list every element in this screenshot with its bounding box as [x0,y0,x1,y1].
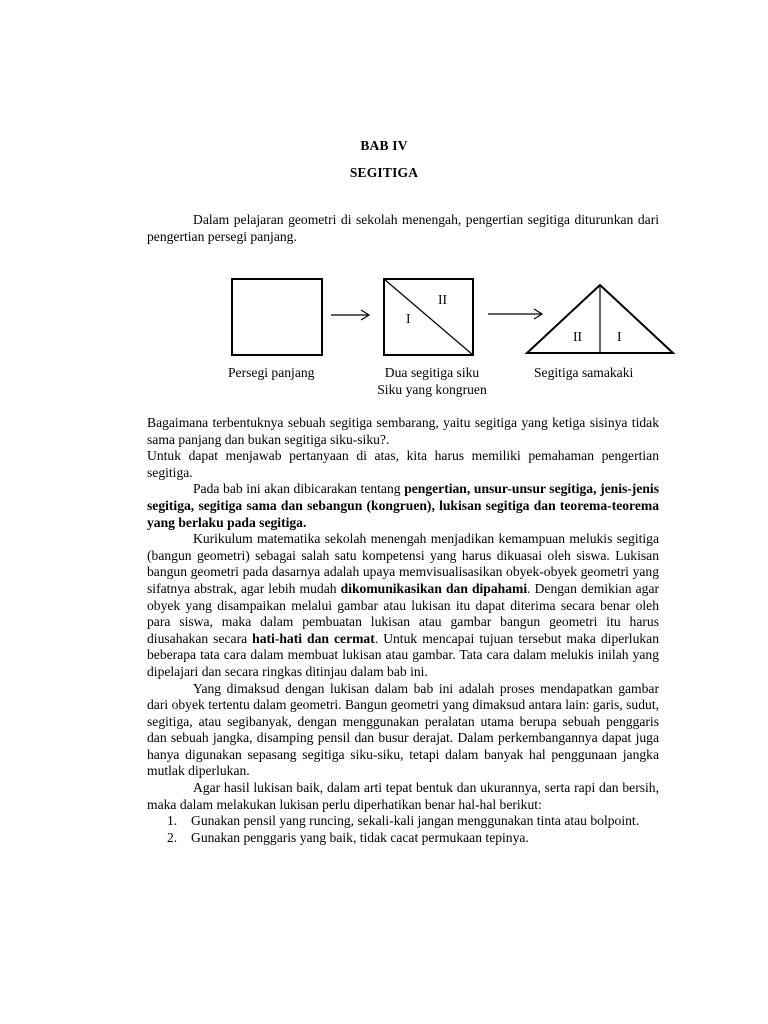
emphasis-careful: hati-hati dan cermat [252,630,375,646]
square-label-two: II [438,292,448,307]
caption-triangle: Segitiga samakaki [534,365,634,380]
paragraph-scope: Pada bab ini akan dibicarakan tentang pengertian, unsur-unsur segitiga, jenis-jenis segitiga, segitiga sama dan sebangun (kongruen), lukisan segitiga dan teorema-teorema yang berlaku pada segitiga. [147,481,659,530]
paragraph-question: Bagaimana terbentuknya sebuah segitiga sembarang, yaitu segitiga yang ketiga sisinya tidak sama panjang dan bukan segitiga siku-siku?. [147,415,659,447]
paragraph-definition: Yang dimaksud dengan lukisan dalam bab ini adalah proses mendapatkan gambar dari obyek tertentu dalam geometri. Bangun geometri yang dimaksud antara lain: garis, sudut, segitiga, atau segibanyak, dengan menggunakan peralatan utama berupa sebuah penggaris dan sebuah jangka, disamping pensil dan busur derajat. Dalam perkembangannya dapat juga hanya digunakan sepasang segitiga siku-siku, tetapi dalam banyak hal penggunaan jangka mutlak diperlukan. [147,680,659,779]
emphasis-communicated: dikomunikasikan dan dipahami [340,580,528,596]
segitiga-figure [0,270,768,400]
list-number: 1. [167,813,178,829]
paragraph-guidelines: Agar hasil lukisan baik, dalam arti tepat bentuk dan ukurannya, serta rapi dan bersih, maka dalam melakukan lukisan perlu diperhatikan benar hal-hal berikut: [147,780,659,812]
chapter-title: SEGITIGA [349,165,419,180]
paragraph-curriculum: Kurikulum matematika sekolah menengah menjadikan kemampuan melukis segitiga (bangun geometri) sebagai salah satu kompetensi yang harus dikuasai oleh siswa. Lukisan bangun geometri pada dasarnya adalah upaya memvisualisasikan obyek-obyek geometri yang sifatnya abstrak, agar lebih mudah dikomunikasikan dan dipahami. Dengan demikian agar obyek yang disampaikan melalui gambar atau lukisan itu dapat diterima secara benar oleh para siswa, maka dalam pembuatan lukisan atau gambar bangun geometri itu harus diusahakan secara hati-hati dan cermat. Untuk mencapai tujuan tersebut maka diperlukan beberapa tata cara dalam membuat lukisan atau gambar. Tata cara dalam melukis inilah yang dipelajari dan secara ringkas ditinjau dalam bab ini. [147,531,660,679]
triangle-label-one: I [617,329,622,344]
list-text: Gunakan penggaris yang baik, tidak cacat permukaan tepinya. [191,829,529,845]
square-label-one: I [406,311,411,326]
list-item [147,830,659,847]
list-number: 2. [167,829,178,845]
list-item [147,813,659,830]
guideline-list [147,813,659,846]
intro-paragraph [147,212,659,245]
triangle-label-two: II [573,329,583,344]
paragraph-answer: Untuk dapat menjawab pertanyaan di atas, kita harus memiliki pemahaman pengertian segitiga. [147,448,659,480]
caption-split-line1: Dua segitiga siku [384,365,480,380]
body-text [147,415,659,846]
chapter-label: BAB IV [360,138,408,153]
intro-text: Dalam pelajaran geometri di sekolah menengah, pengertian segitiga diturunkan dari pengertian persegi panjang. [147,212,659,244]
caption-split-line2: Siku yang kongruen [377,381,487,397]
caption-split-square [366,365,498,398]
split-diagonal [384,279,473,355]
caption-rectangle: Persegi panjang [228,365,315,380]
scope-topics: pengertian, unsur-unsur segitiga, jenis-jenis segitiga, segitiga sama dan sebangun (kongruen), lukisan segitiga dan teorema-teorema yang berlaku pada segitiga. [147,481,659,530]
list-text: Gunakan pensil yang runcing, sekali-kali jangan menggunakan tinta atau bolpoint. [191,813,640,829]
rectangle-shape [232,279,322,355]
